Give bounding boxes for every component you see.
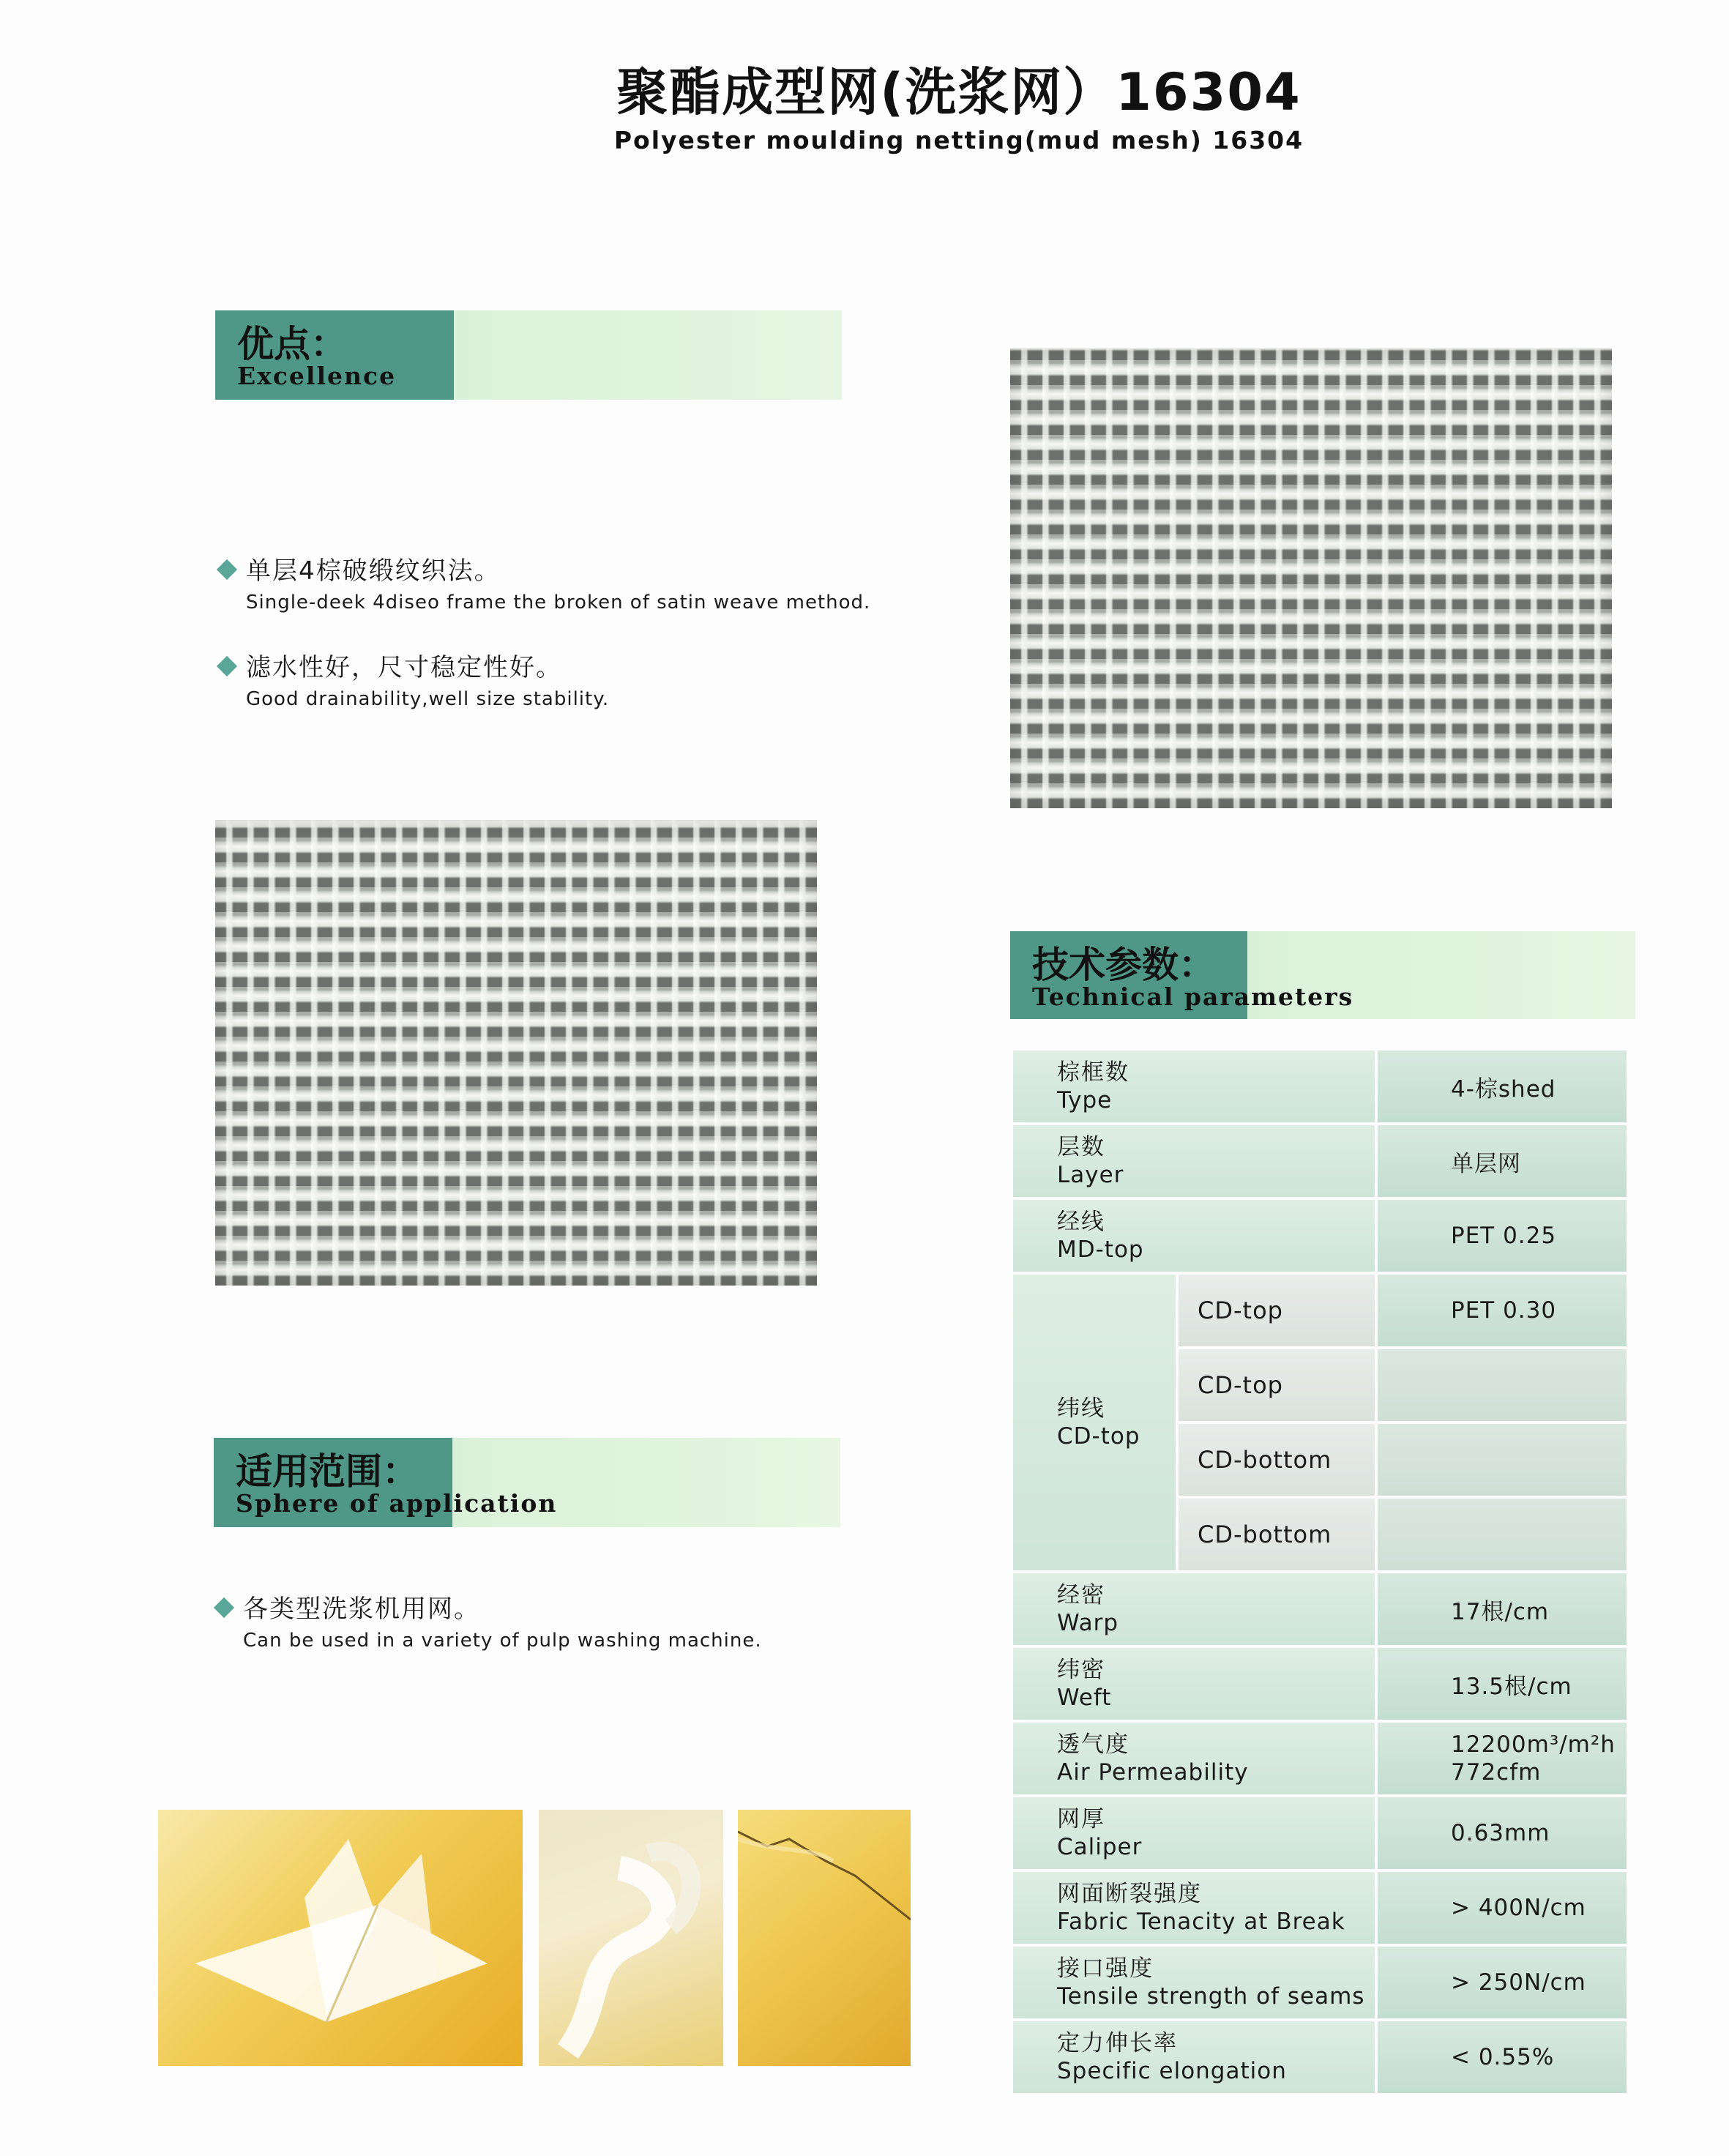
photo-paper-spiral [539, 1810, 723, 2066]
param-label-cn: 层数 [1057, 1134, 1105, 1160]
table-row [1012, 1273, 1628, 1348]
application-title-en: Sphere of application [236, 1489, 558, 1518]
param-label [1012, 1572, 1376, 1646]
page-title: 聚酯成型网(洗浆网）16304 [616, 62, 1302, 122]
table-row [1012, 1646, 1628, 1721]
param-value: 单层网 [1376, 1124, 1628, 1198]
param-label [1012, 1721, 1376, 1796]
table-row [1012, 1870, 1628, 1945]
param-label [1012, 1796, 1376, 1870]
bullet-text-en: Good drainability,well size stability. [246, 688, 610, 710]
application-header [214, 1438, 840, 1527]
technical-header [1010, 931, 1635, 1019]
param-label-en: Weft [1057, 1685, 1112, 1711]
param-label-en: Warp [1057, 1610, 1119, 1636]
mesh-photo-left [215, 820, 817, 1286]
param-value-line1: 12200m³/m²h [1451, 1731, 1616, 1758]
param-label-cn: 接口强度 [1057, 1955, 1154, 1982]
excellence-title-en: Excellence [237, 362, 397, 390]
param-label-en: Specific elongation [1057, 2058, 1287, 2084]
photo-open-book [158, 1810, 523, 2066]
param-label [1012, 2020, 1376, 2095]
param-label [1012, 1198, 1376, 1273]
excellence-header [215, 310, 842, 400]
bullet-text-cn: 单层4棕破缎纹织法。 [246, 556, 501, 586]
weft-sub-label: CD-top [1177, 1348, 1376, 1422]
param-label [1012, 1049, 1376, 1124]
weft-sub-label: CD-bottom [1177, 1422, 1376, 1497]
technical-title-cn: 技术参数： [1032, 943, 1215, 986]
param-value: 4-棕shed [1376, 1049, 1628, 1124]
param-label [1012, 1945, 1376, 2020]
param-label-cn: 纬密 [1057, 1657, 1105, 1683]
bullet-text-en: Single-deek 4diseo frame the broken of satin weave method. [246, 592, 871, 613]
weft-sub-label: CD-bottom [1177, 1497, 1376, 1572]
application-title-cn: 适用范围： [236, 1450, 419, 1493]
param-value-line2: 772cfm [1451, 1759, 1542, 1786]
weft-sub-label: CD-top [1177, 1273, 1376, 1348]
param-label-en: Tensile strength of seams [1057, 1983, 1365, 2010]
bullet-text-cn: 滤水性好，尺寸稳定性好。 [246, 653, 562, 682]
bullet-text-cn: 各类型洗浆机用网。 [243, 1594, 480, 1624]
page-subtitle: Polyester moulding netting(mud mesh) 16304 [613, 126, 1304, 154]
param-value: PET 0.25 [1376, 1198, 1628, 1273]
table-row [1012, 1124, 1628, 1198]
open-book-icon [158, 1810, 523, 2066]
param-label-cn: 网面断裂强度 [1057, 1881, 1202, 1907]
param-value: 13.5根/cm [1376, 1646, 1628, 1721]
param-label [1012, 1870, 1376, 1945]
diamond-bullet-icon [217, 656, 237, 676]
diamond-bullet-icon [214, 1597, 234, 1618]
param-value: 17根/cm [1376, 1572, 1628, 1646]
param-label-cn: 纬线 [1057, 1395, 1105, 1422]
param-value: PET 0.30 [1376, 1273, 1628, 1348]
param-label-en: CD-top [1057, 1423, 1140, 1450]
mesh-photo-top [1010, 348, 1612, 808]
photo-paper-texture [738, 1810, 911, 2066]
param-value: 0.63mm [1376, 1796, 1628, 1870]
paper-crack-icon [738, 1810, 911, 2066]
param-label-cn: 经密 [1057, 1582, 1105, 1608]
param-label [1012, 1646, 1376, 1721]
param-label-cn: 棕框数 [1057, 1059, 1129, 1086]
param-label-cn: 经线 [1057, 1209, 1105, 1235]
param-label-cn: 网厚 [1057, 1806, 1105, 1832]
table-row [1012, 1198, 1628, 1273]
param-label-cn: 透气度 [1057, 1731, 1129, 1758]
bullet-text-en: Can be used in a variety of pulp washing machine. [243, 1630, 762, 1652]
param-value [1376, 1422, 1628, 1497]
diamond-bullet-icon [217, 559, 237, 580]
param-value: > 250N/cm [1376, 1945, 1628, 2020]
param-value [1376, 1721, 1628, 1796]
param-label-en: MD-top [1057, 1236, 1144, 1263]
table-row [1012, 1945, 1628, 2020]
paper-spiral-icon [539, 1810, 723, 2066]
param-value [1376, 1348, 1628, 1422]
weft-label [1012, 1273, 1177, 1572]
param-label-en: Layer [1057, 1162, 1124, 1188]
param-label-cn: 定力伸长率 [1057, 2030, 1178, 2056]
table-row [1012, 2020, 1628, 2095]
param-label-en: Air Permeability [1057, 1759, 1249, 1786]
param-label-en: Type [1057, 1087, 1113, 1114]
technical-title-en: Technical parameters [1032, 982, 1354, 1011]
param-label-en: Fabric Tenacity at Break [1057, 1909, 1345, 1935]
excellence-title-cn: 优点： [237, 322, 347, 365]
table-row [1012, 1721, 1628, 1796]
param-label-en: Caliper [1057, 1834, 1143, 1860]
table-row [1012, 1796, 1628, 1870]
table-row [1012, 1572, 1628, 1646]
param-value: < 0.55% [1376, 2020, 1628, 2095]
param-value: > 400N/cm [1376, 1870, 1628, 1945]
technical-parameters-table [1010, 1048, 1627, 2096]
table-row [1012, 1049, 1628, 1124]
param-value [1376, 1497, 1628, 1572]
param-label [1012, 1124, 1376, 1198]
